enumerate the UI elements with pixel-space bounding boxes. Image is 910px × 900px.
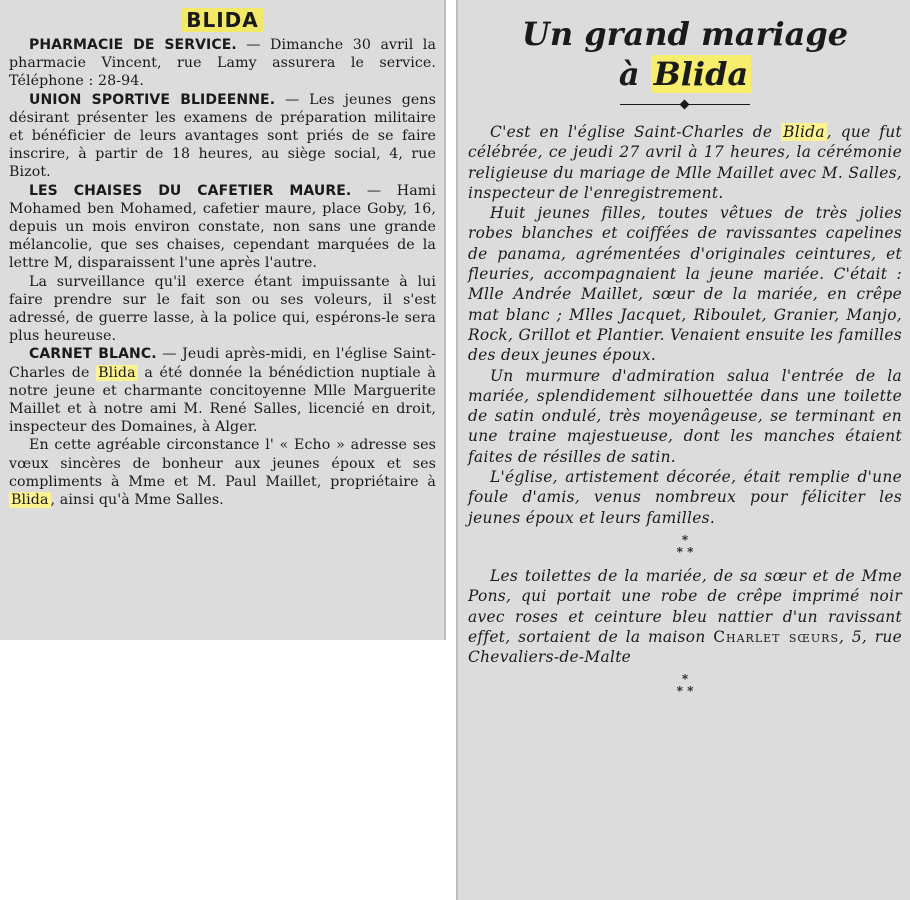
paragraph-eglise: L'église, artistement décorée, était remplie d'une foule d'amis, venus nombreux pour féliciter les jeunes époux et leurs familles. [468,468,902,527]
highlight-blida: Blida [98,364,136,381]
asterism-divider-bottom: * * * [676,672,694,699]
right-column [456,0,910,900]
highlight-blida: Blida [11,492,49,509]
left-column [0,0,446,640]
paragraph-demoiselles: Huit jeunes filles, toutes vêtues de très jolies robes blanches et coiffées de ravissantes capelines de panama, agrémentées d'originales ceintures, et fleuries, accompagnaient la jeune mariée. C'était : Mlle Andrée Maillet, sœur de la mariée, en crêpe mat blanc ; Mlles Jacquet, Riboulet, Granier, Manjo, Rock, Grillot et Plantier. Venaient ensuite les familles des deux jeunes époux. [468,204,902,365]
highlight-blida: Blida [783,123,825,141]
article-pharmacie: PHARMACIE DE SERVICE. — Dimanche 30 avril la pharmacie Vincent, rue Lamy assurera le service. Téléphone : 28-94. [9,37,436,90]
paragraph-toilettes: Les toilettes de la mariée, de sa sœur et de Mme Pons, qui portait une robe de crêpe imprimé noir avec roses et ceinture bleu nattier d'un ravissant effet, sortaient de la maison Charlet sœurs, 5, rue Chevaliers-de-Malte [468,566,903,667]
title-ornament [620,98,750,112]
asterism-divider: * * * [676,532,694,559]
article-headline: Un grand mariage à Blida [521,15,849,93]
article-chaises-suite: La surveillance qu'il exerce étant impuissante à lui faire prendre sur le fait son ou ses voleurs, il s'est adressé, de guerre lasse, à la police qui, espérons-le sera plus heureuse. [9,273,436,345]
paragraph-mariee: Un murmure d'admiration salua l'entrée de la mariée, splendidement silhouettée dans une toilette de satin ondulé, très moyenâgeuse, se terminant en une traine majestueuse, dont les manches étaient faites de résilles de satin. [468,366,902,466]
article-union-sportive: UNION SPORTIVE BLIDEENNE. — Les jeunes gens désirant présenter les examens de préparation militaire et bénéficier de leurs avantages sont priés de se faire inscrire, à partir de 18 heures, au siège social, 4, rue Bizot. [9,91,436,181]
article-chaises: LES CHAISES DU CAFETIER MAURE. — Hami Mohamed ben Mohamed, cafetier maure, place Goby, 16, depuis un mois environ constate, non sans une grande mélancolie, que ses chaises, cependant marquées de la lettre M, disparaissent l'une après l'autre. [9,182,436,272]
article-carnet-blanc: CARNET BLANC. — Jeudi après-midi, en l'église Saint-Charles de Blida a été donnée la bénédiction nuptiale à notre jeune et charmante concitoyenne Mlle Marguerite Maillet et à notre ami M. René Salles, licencié en droit, inspecteur des Domaines, à Alger. [9,346,436,436]
section-title: BLIDA [9,8,436,32]
highlight-blida: Blida [651,55,751,93]
paragraph-ceremonie: C'est en l'église Saint-Charles de Blida , que fut célébrée, ce jeudi 27 avril à 17 heures, la cérémonie religieuse du mariage de Mlle Maillet avec M. Salles, inspecteur de l'enregistrement. [468,123,903,202]
article-carnet-suite: En cette agréable circonstance l' « Echo » adresse ses vœux sincères de bonheur aux jeunes époux et ses compliments à Mme et M. Paul Maillet, propriétaire à Blida , ainsi qu'à Mme Salles. [9,437,436,509]
